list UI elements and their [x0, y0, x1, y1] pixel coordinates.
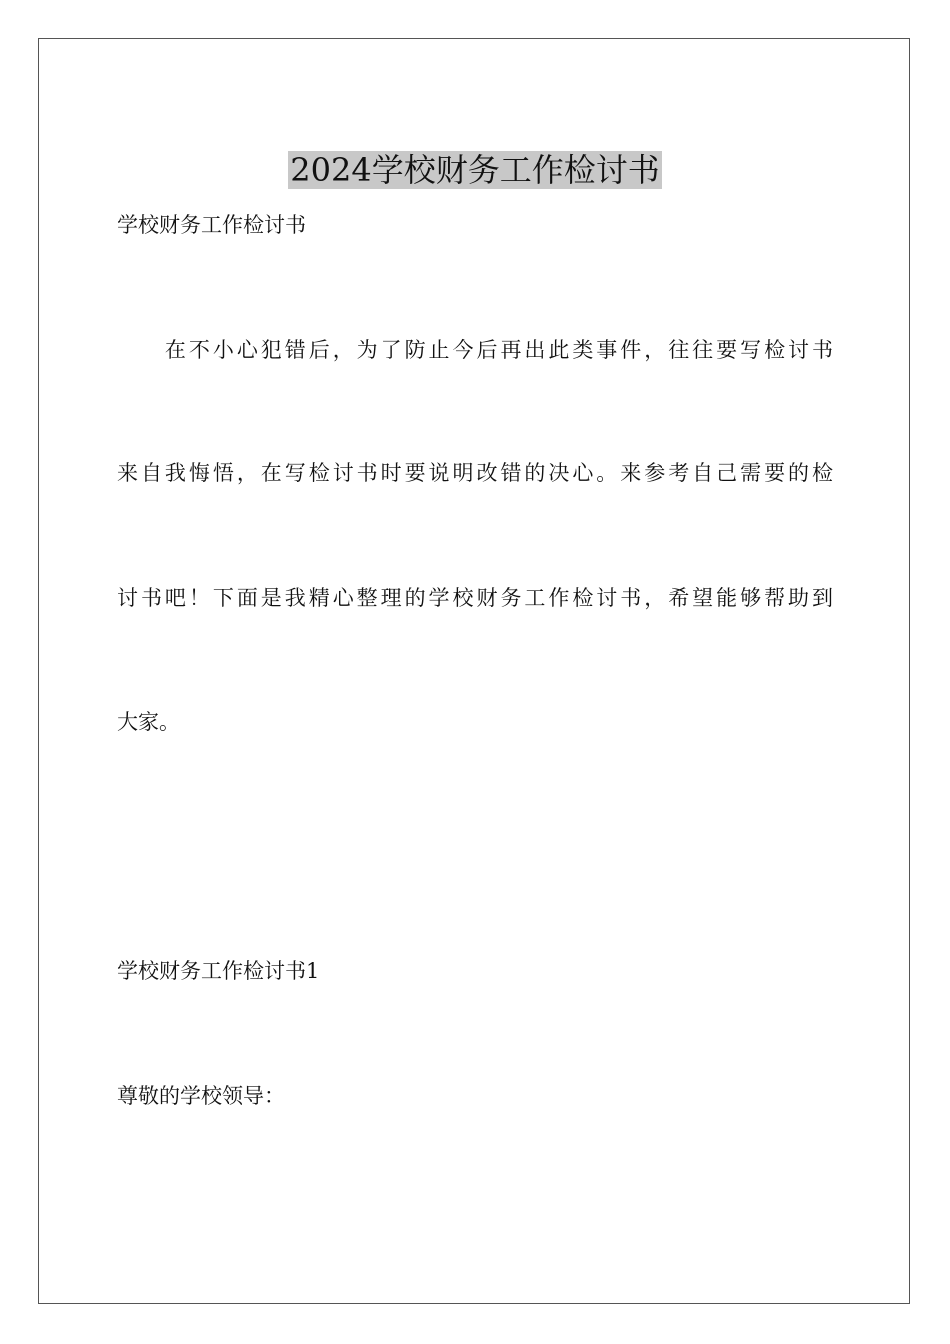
document-title-text: 2024学校财务工作检讨书: [290, 151, 660, 190]
section-heading: 学校财务工作检讨书1: [117, 959, 320, 983]
intro-line-3: 讨书吧！下面是我精心整理的学校财务工作检讨书，希望能够帮助到: [117, 586, 833, 610]
document-title: [0, 147, 950, 193]
salutation: 尊敬的学校领导：: [117, 1084, 285, 1108]
document-subtitle: 学校财务工作检讨书: [117, 213, 306, 237]
intro-line-1: 在不小心犯错后，为了防止今后再出此类事件，往往要写检讨书: [117, 338, 833, 362]
intro-line-2: 来自我悔悟，在写检讨书时要说明改错的决心。来参考自己需要的检: [117, 461, 833, 485]
intro-line-4: 大家。: [117, 710, 180, 734]
